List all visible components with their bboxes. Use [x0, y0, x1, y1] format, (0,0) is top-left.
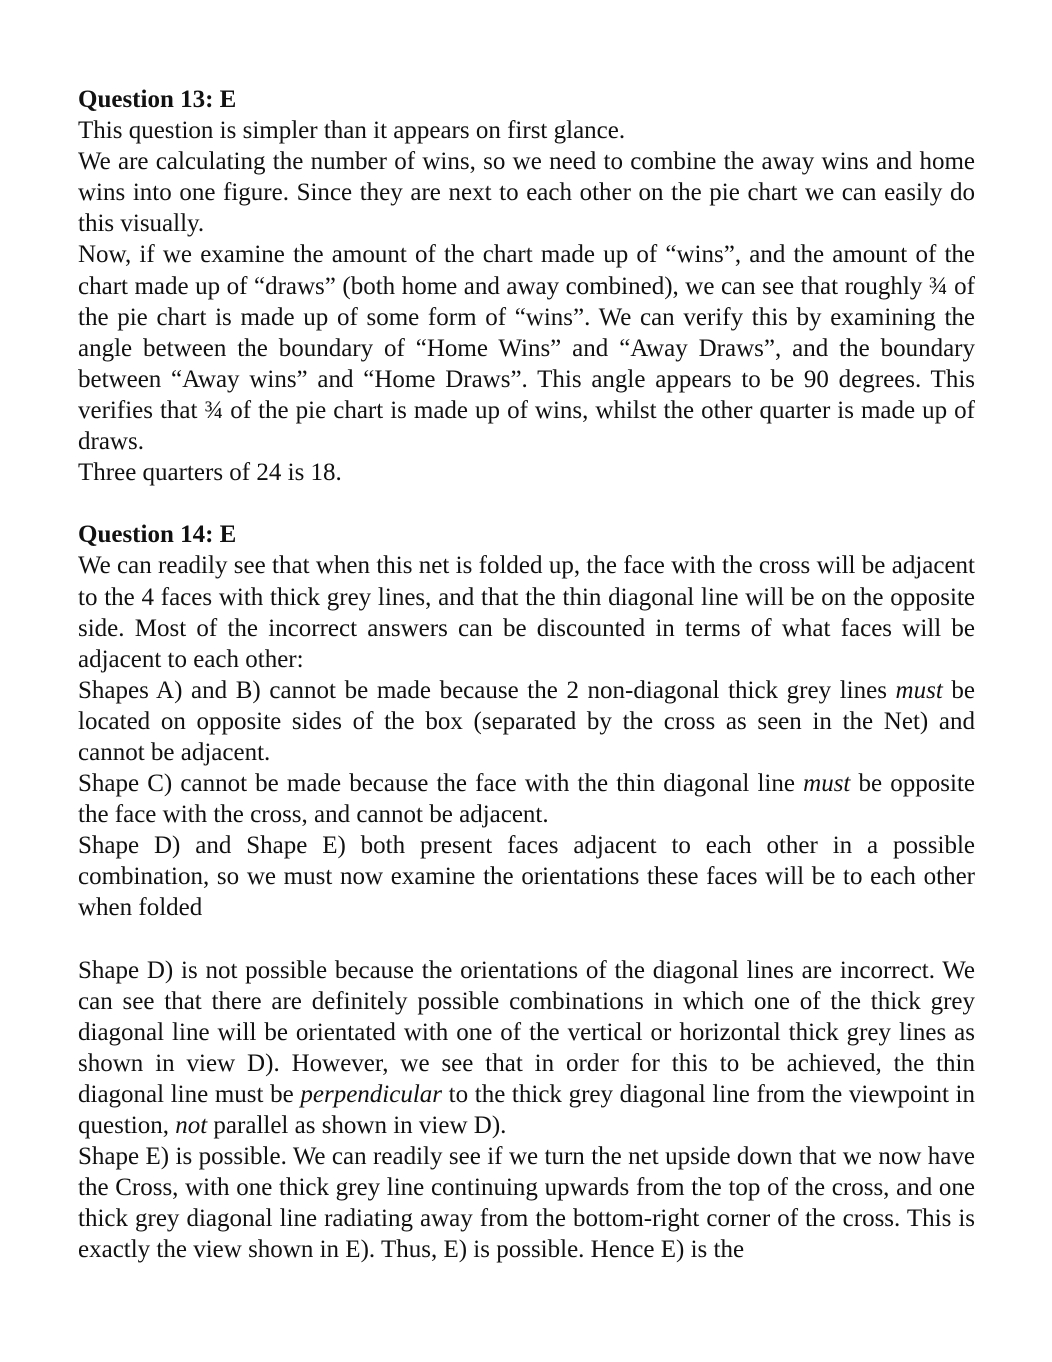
document-page: [78, 84, 975, 1266]
q13-paragraph-4: Three quarters of 24 is 18.: [78, 459, 342, 487]
q14-p5-emphasis-2: not: [175, 1112, 208, 1140]
q14-paragraph-6: Shape E) is possible. We can readily see if we turn the net upside down that we now have the Cross, with one thick grey line continuing upwards from the top of the cross, and one thick grey diagonal line radiating away from the bottom-right corner of the cross. This is exactly the view shown in E). Thus, E) is possible. Hence E) is the: [78, 1143, 975, 1264]
q14-paragraph-1: We can readily see that when this net is folded up, the face with the cross will be adjacent to the 4 faces with thick grey lines, and that the thin diagonal line will be on the opposite side. Most of the incorrect answers can be discounted in terms of what faces will be adjacent to each other:: [78, 552, 975, 673]
q14-p5-emphasis-1: perpendicular: [300, 1081, 443, 1108]
question-14-heading: Question 14: E: [78, 521, 237, 549]
q14-paragraph-3: [78, 768, 975, 830]
q14-p3-text-a: Shape C) cannot be made because the face with the thin diagonal line: [78, 770, 804, 798]
q13-paragraph-2: We are calculating the number of wins, so we need to combine the away wins and home wins into one figure. Since they are next to each other on the pie chart we can easily do this visually.: [78, 148, 975, 238]
q14-paragraph-2: [78, 675, 975, 768]
q14-p3-text-b: be opposite the face with the cross, and cannot be adjacent.: [78, 770, 975, 829]
q14-p5-text-c: parallel as shown in view D).: [207, 1112, 507, 1140]
paragraph-spacer: [78, 924, 975, 955]
q14-p5-text-a: Shape D) is not possible because the orientations of the diagonal lines are incorrect. We can see that there are definitely possible combinations in which one of the thick grey diagonal line will be orientated with one of the vertical or horizontal thick grey lines as shown in view D). However, we see that in order for this to be achieved, the thin diagonal line must be: [78, 956, 975, 1108]
q14-paragraph-5: [78, 955, 975, 1142]
q14-paragraph-4: Shape D) and Shape E) both present faces adjacent to each other in a possible combination, so we must now examine the orientations these faces will be to each other when folded: [78, 832, 975, 922]
q14-p2-emphasis: must: [895, 676, 943, 704]
question-13-heading: Question 13: E: [78, 86, 237, 113]
q14-p2-text-b: be located on opposite sides of the box (separated by the cross as seen in the Net) and cannot be adjacent.: [78, 676, 975, 766]
section-spacer: [78, 488, 975, 519]
q13-paragraph-1: This question is simpler than it appears on first glance.: [78, 117, 626, 145]
q14-p3-emphasis: must: [803, 770, 851, 798]
q14-p2-text-a: Shapes A) and B) cannot be made because the 2 non-diagonal thick grey lines: [78, 676, 896, 704]
q14-p5-text-b: to the thick grey diagonal line from the viewpoint in question,: [78, 1081, 975, 1140]
q13-paragraph-3: Now, if we examine the amount of the chart made up of “wins”, and the amount of the chart made up of “draws” (both home and away combined), we can see that roughly ¾ of the pie chart is made up of some form of “wins”. We can verify this by examining the angle between the boundary of “Home Wins” and “Away Draws”, and the boundary between “Away wins” and “Home Draws”. This angle appears to be 90 degrees. This verifies that ¾ of the pie chart is made up of wins, whilst the other quarter is made up of draws.: [78, 241, 975, 456]
